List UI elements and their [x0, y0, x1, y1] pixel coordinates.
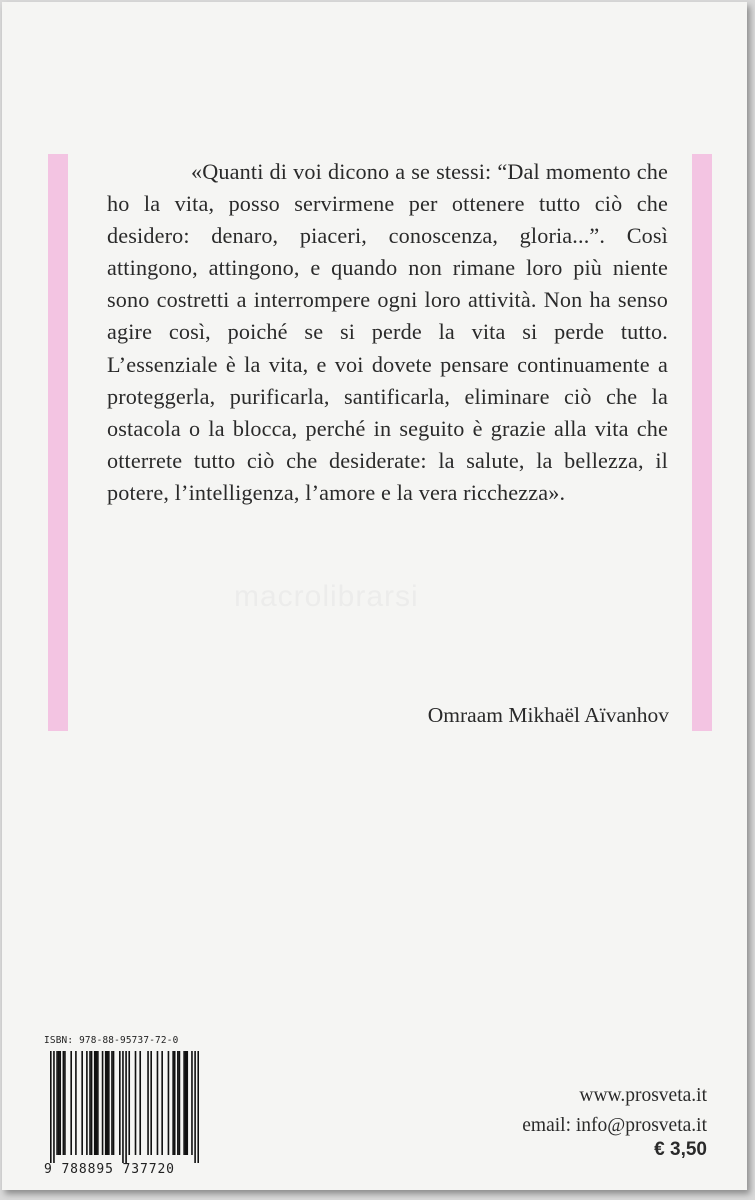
isbn-label: ISBN: 978-88-95737-72-0: [44, 1035, 179, 1046]
barcode-bar: [53, 1051, 55, 1163]
barcode-bar: [91, 1051, 93, 1155]
watermark-logo: macrolibrarsi: [234, 580, 419, 613]
back-cover-quote: «Quanti di voi dicono a se stessi: “Dal momento che ho la vita, posso servirmene per ottenere tutto ciò che desidero: denaro, piaceri, conoscenza, gloria...”. Così attingono, attingono, e quando non rimane loro più niente sono costretti a interrompere ogni loro attività. Non ha senso agire così, poiché se si perde la vita si perde tutto. L’essenziale è la vita, e voi dovete pensare continuamente a proteggerla, purificarla, santificarla, eliminare ciò che la ostacola o la blocca, perché in seguito è grazie alla vita che otterrete tutto ciò che desiderate: la salute, la bellezza, il potere, l’intelligenza, l’amore e la vera ricchezza».: [107, 159, 668, 505]
publisher-email: email: info@prosveta.it: [522, 1115, 707, 1136]
barcode-bar: [147, 1051, 149, 1155]
barcode-bars: [50, 1051, 199, 1163]
quote-author: Omraam Mikhaël Aïvanhov: [427, 703, 669, 727]
barcode-bar: [135, 1051, 137, 1155]
right-pink-bar: [692, 154, 712, 731]
barcode-bar: [95, 1051, 97, 1155]
isbn-barcode: [44, 1035, 199, 1180]
barcode-bar: [105, 1051, 107, 1155]
book-back-cover: [2, 2, 747, 1190]
barcode-bar: [70, 1051, 72, 1155]
barcode-bar: [89, 1051, 91, 1155]
barcode-bar: [122, 1051, 124, 1163]
barcode-bar: [157, 1051, 159, 1155]
barcode-bar: [174, 1051, 176, 1155]
barcode-bar: [81, 1051, 83, 1155]
barcode-bar: [194, 1051, 196, 1163]
left-pink-bar: [48, 154, 68, 731]
barcode-bar: [108, 1051, 110, 1155]
ean-digits: 9 788895 737720: [44, 1162, 175, 1177]
barcode-bar: [64, 1051, 66, 1155]
barcode-bar: [125, 1051, 127, 1163]
barcode-bar: [111, 1051, 113, 1155]
barcode-bar: [172, 1051, 174, 1155]
barcode-bar: [168, 1051, 170, 1155]
barcode-bar: [75, 1051, 77, 1155]
barcode-bar: [177, 1051, 179, 1155]
barcode-bar: [197, 1051, 199, 1163]
barcode-bar: [185, 1051, 187, 1155]
barcode-bar: [161, 1051, 163, 1155]
barcode-bar: [119, 1051, 121, 1155]
barcode-bar: [150, 1051, 152, 1155]
barcode-bar: [50, 1051, 52, 1163]
barcode-bar: [128, 1051, 130, 1155]
barcode-bar: [106, 1051, 108, 1155]
barcode-bar: [94, 1051, 96, 1155]
barcode-bar: [191, 1051, 193, 1155]
publisher-contact: [522, 1081, 707, 1141]
barcode-bar: [63, 1051, 65, 1155]
barcode-bar: [102, 1051, 104, 1155]
barcode-bar: [86, 1051, 88, 1155]
barcode-bar: [179, 1051, 181, 1155]
barcode-bar: [58, 1051, 60, 1155]
barcode-bar: [113, 1051, 115, 1155]
barcode-bar: [56, 1051, 58, 1155]
publisher-website: www.prosveta.it: [579, 1085, 707, 1106]
barcode-bar: [97, 1051, 99, 1155]
barcode-bar: [183, 1051, 185, 1155]
barcode-bar: [59, 1051, 61, 1155]
price-label: € 3,50: [654, 1139, 707, 1160]
barcode-bar: [139, 1051, 141, 1155]
barcode-bar: [186, 1051, 188, 1155]
